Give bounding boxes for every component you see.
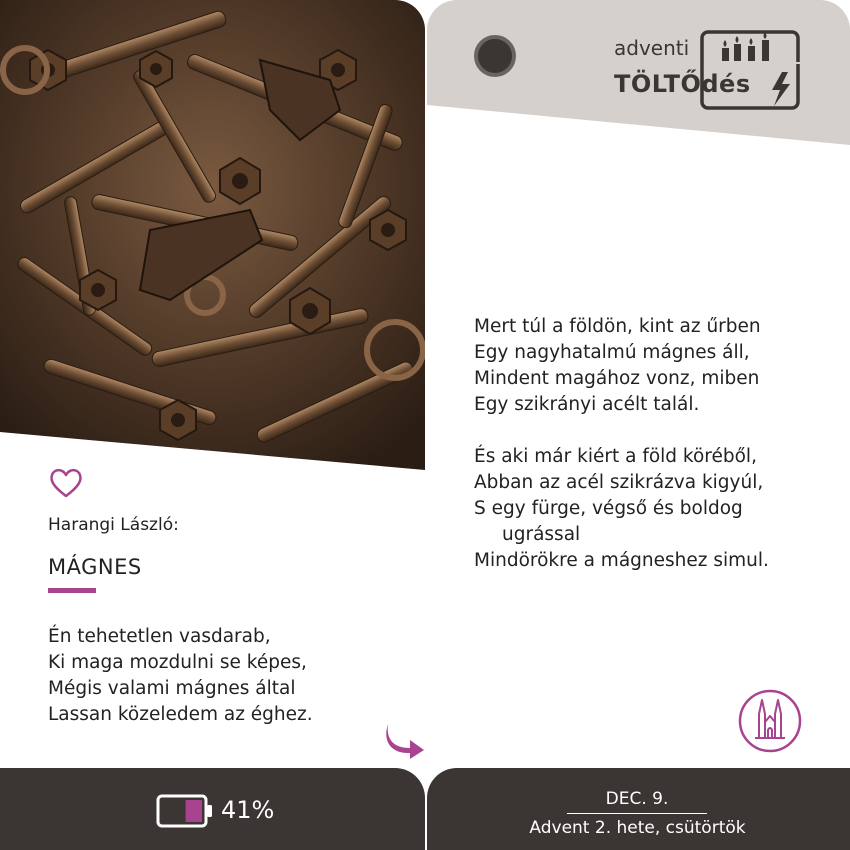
poem-author: Harangi László: (48, 515, 179, 535)
cathedral-icon (737, 688, 803, 754)
poem-line: Egy szikrányi acélt talál. (474, 394, 700, 415)
logo-word-adventi: adventi (614, 36, 690, 60)
battery-percent: 41% (221, 796, 275, 824)
battery-icon (156, 794, 214, 828)
poem-stanza-left (48, 624, 313, 728)
heart-icon[interactable] (48, 467, 84, 499)
date-label: DEC. 9. (605, 789, 669, 809)
poem-line: Egy nagyhatalmú mágnes áll, (474, 342, 750, 363)
poem-line: Abban az acél szikrázva kigyúl, (474, 472, 764, 493)
battery-fill (186, 800, 202, 822)
title-underline (48, 588, 96, 593)
poem-line: Mert túl a földön, kint az űrben (474, 316, 761, 337)
poem-line: És aki már kiért a föld köréből, (474, 446, 757, 467)
advent-week-label: Advent 2. hete, csütörtök (529, 818, 746, 838)
poem-title: MÁGNES (48, 555, 142, 579)
poem-line: S egy fürge, végső és boldog (474, 498, 743, 519)
poem-line: Lassan közeledem az éghez. (48, 704, 313, 725)
poem-line: Mégis valami mágnes által (48, 678, 296, 699)
curved-arrow-icon[interactable] (382, 720, 425, 760)
hanging-hole (474, 35, 516, 77)
poem-line: Mindörökre a mágneshez simul. (474, 550, 769, 571)
battery-candles-icon (700, 28, 804, 112)
stanza-gap (474, 418, 769, 444)
rusty-hardware-photo (0, 0, 425, 470)
poem-line: Mindent magához vonz, miben (474, 368, 760, 389)
poem-stanza-right (474, 314, 769, 574)
date-divider (567, 813, 707, 814)
poem-line: Ki maga mozdulni se képes, (48, 652, 307, 673)
poem-line: Én tehetetlen vasdarab, (48, 626, 271, 647)
logo-word-toltodes: TÖLTŐdés (614, 70, 751, 98)
poem-line: ugrással (502, 524, 581, 545)
